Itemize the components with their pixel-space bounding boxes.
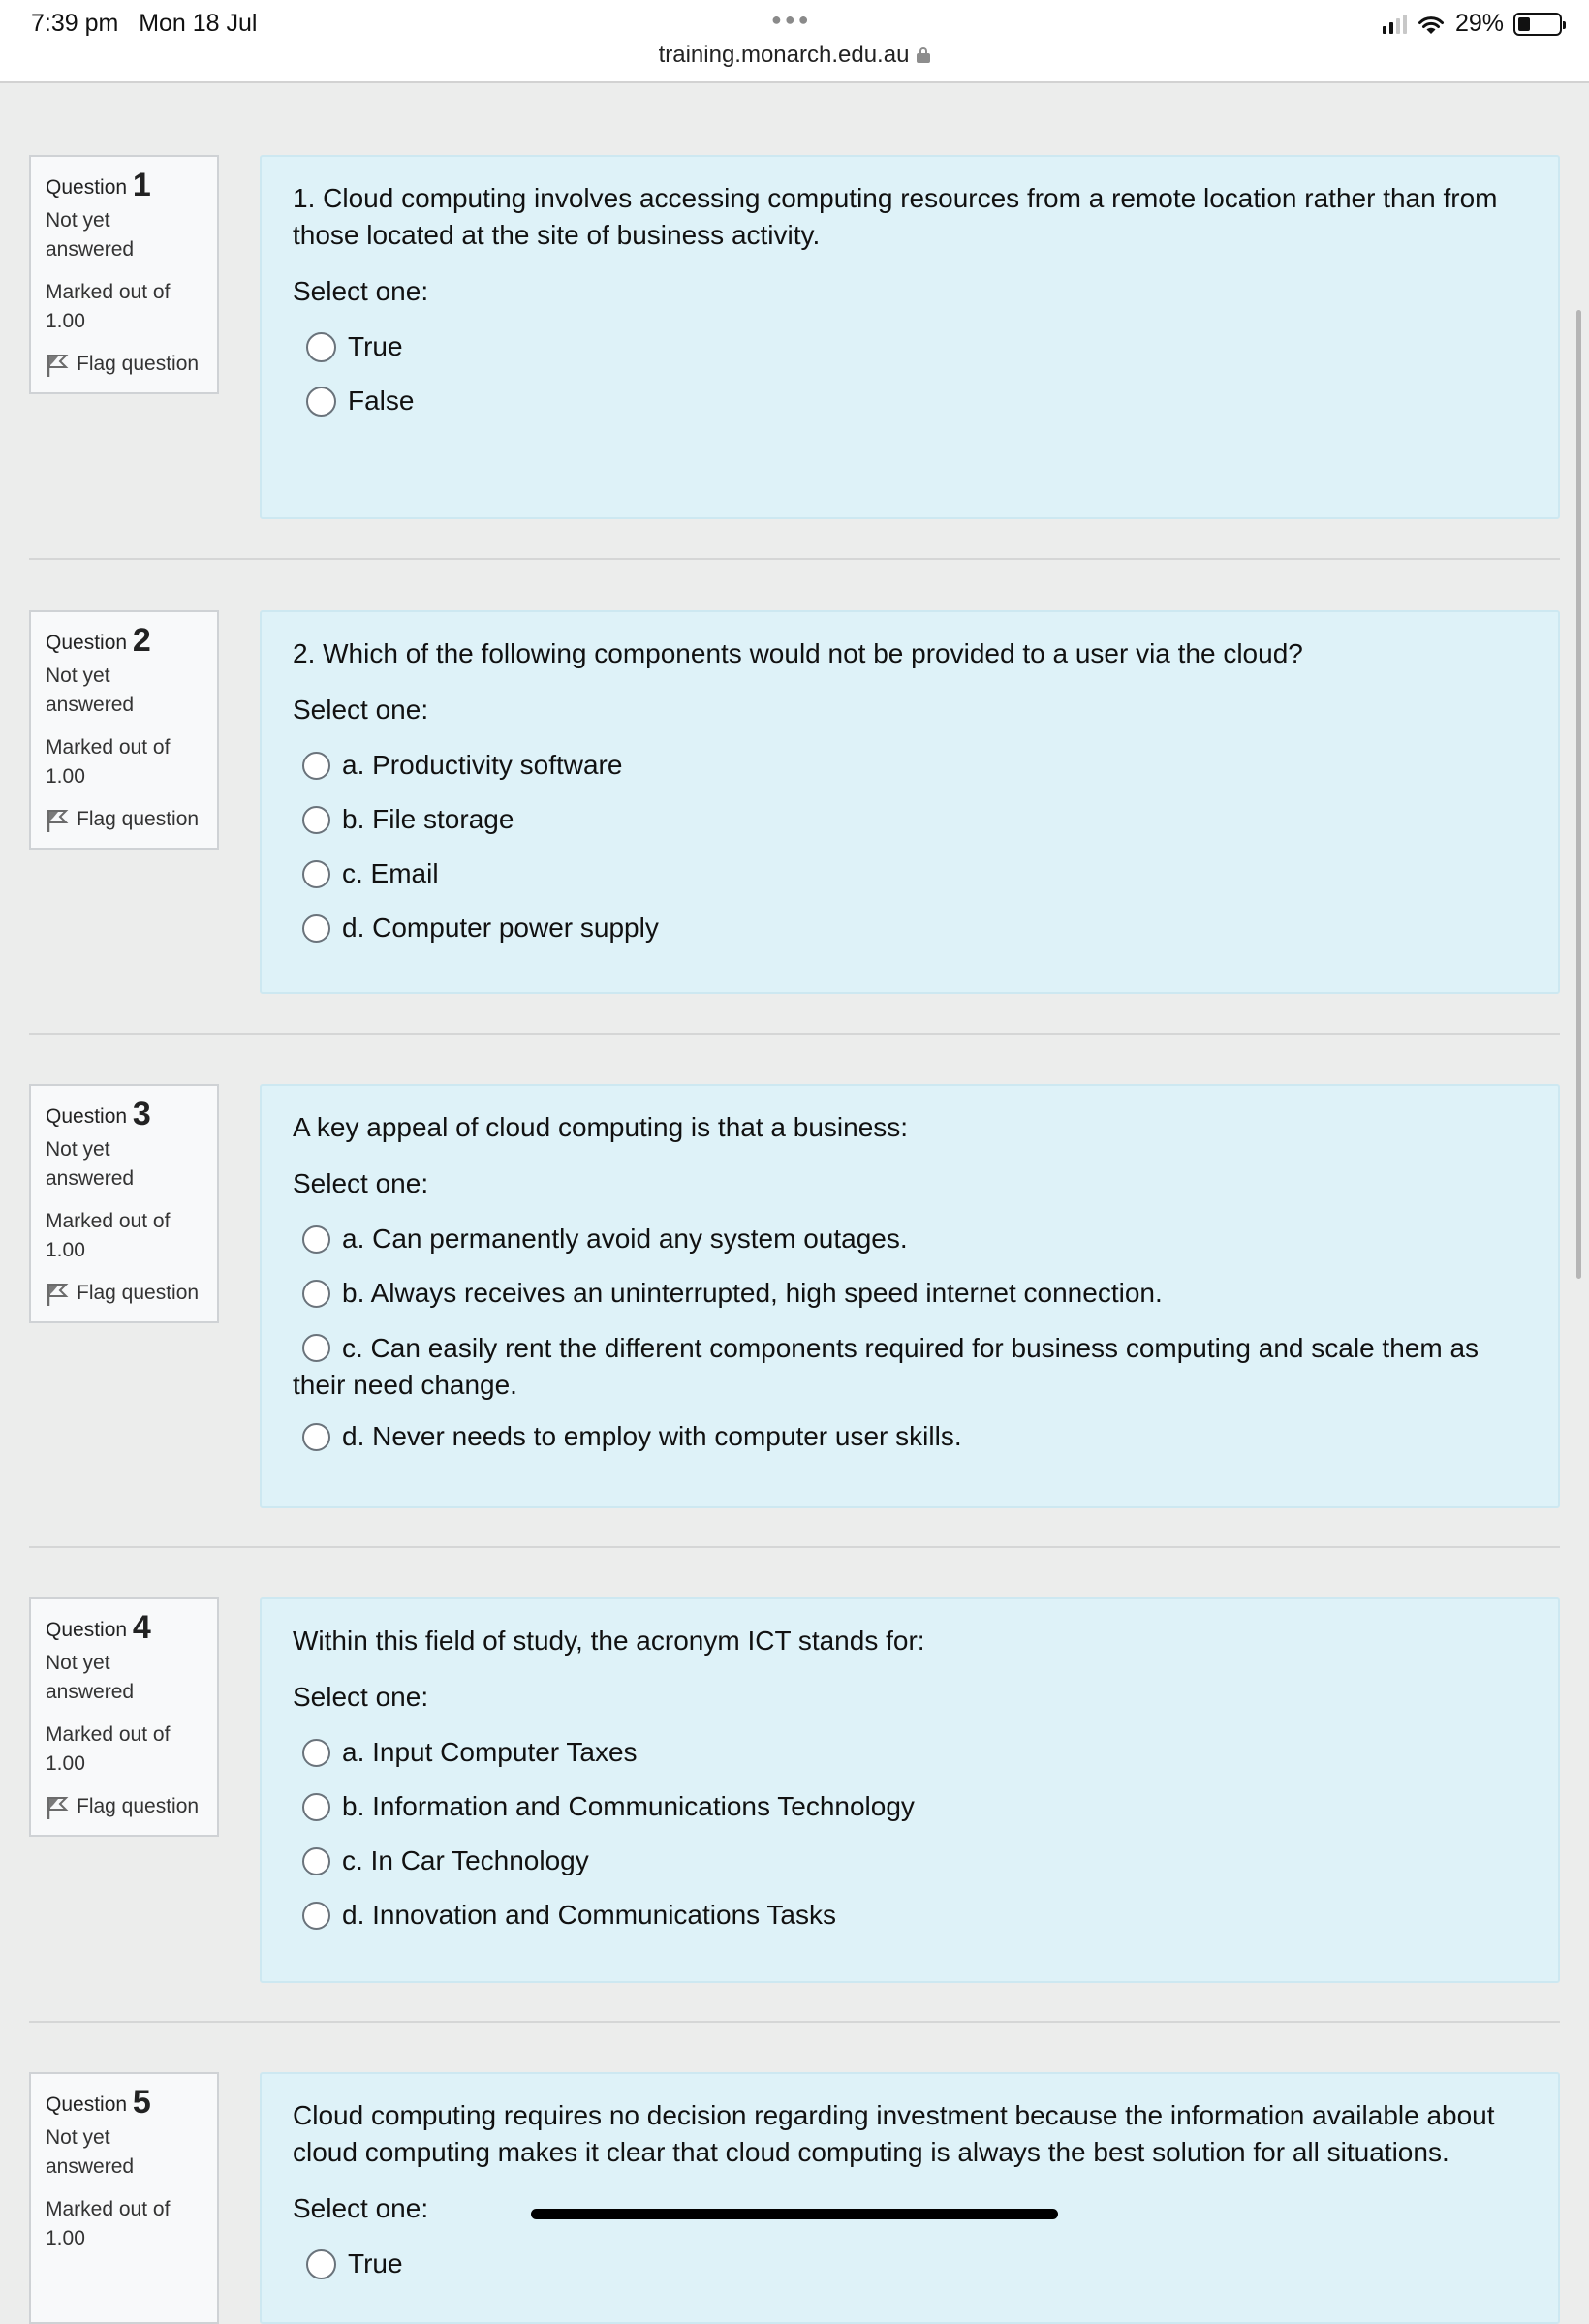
question-info [29, 2072, 219, 2324]
status-time: 7:39 pm Mon 18 Jul [31, 10, 258, 37]
question-label: Question [46, 2093, 128, 2116]
radio-button[interactable] [302, 860, 330, 888]
answer-option-d[interactable] [293, 901, 1529, 955]
select-one-prompt: Select one: [293, 2193, 429, 2223]
option-label: b. Information and Communications Technology [342, 1791, 915, 1821]
radio-button[interactable] [302, 1739, 330, 1767]
option-label: d. Computer power supply [342, 913, 659, 943]
radio-button[interactable] [302, 1225, 330, 1254]
more-dots-icon[interactable]: ●●● [771, 10, 812, 29]
question-divider [29, 558, 1560, 560]
flag-question-button[interactable] [46, 1792, 203, 1821]
question-label: Question [46, 1105, 128, 1128]
question-info [29, 610, 219, 850]
answer-option-b[interactable] [293, 1266, 1529, 1320]
question-content [260, 2072, 1560, 2324]
answer-option-a[interactable] [293, 1725, 1529, 1780]
question-content [260, 610, 1560, 994]
option-label: True [348, 2248, 403, 2278]
lock-icon [917, 47, 930, 63]
option-label: c. Can easily rent the different components required for business computing and scale them as their need change. [293, 1333, 1480, 1400]
flag-label: Flag question [77, 353, 200, 375]
answer-option-true[interactable] [293, 320, 1529, 374]
question-number: 3 [132, 1096, 151, 1132]
question-content [260, 1597, 1560, 1983]
radio-button[interactable] [302, 914, 330, 943]
answer-option-a[interactable] [293, 1212, 1529, 1266]
radio-button[interactable] [302, 1793, 330, 1821]
flag-question-button[interactable] [46, 805, 203, 834]
option-label: d. Never needs to employ with computer user skills. [342, 1421, 962, 1451]
flag-label: Flag question [77, 1282, 200, 1304]
question-divider [29, 1033, 1560, 1035]
radio-button[interactable] [302, 806, 330, 834]
question-state: Not yet answered [46, 665, 135, 716]
answer-option-false[interactable] [293, 374, 1529, 428]
answer-option-a[interactable] [293, 738, 1529, 792]
question-number: 4 [132, 1609, 151, 1646]
option-label: a. Productivity software [342, 750, 623, 780]
radio-button[interactable] [302, 1423, 330, 1451]
radio-button[interactable] [302, 1280, 330, 1308]
select-one-prompt: Select one: [293, 1682, 429, 1712]
url-text: training.monarch.edu.au [658, 42, 910, 68]
question-grade: Marked out of 1.00 [46, 1210, 171, 1261]
radio-button[interactable] [302, 1334, 330, 1362]
question-text: Cloud computing requires no decision regarding investment because the information available about cloud computing makes it clear that cloud computing is always the best solution for all situations. [293, 2100, 1495, 2167]
option-label: d. Innovation and Communications Tasks [342, 1900, 836, 1930]
radio-button[interactable] [302, 1902, 330, 1930]
question-state: Not yet answered [46, 209, 135, 261]
flag-label: Flag question [77, 808, 200, 830]
question-text: A key appeal of cloud computing is that a business: [293, 1112, 909, 1142]
answer-option-d[interactable] [293, 1888, 1529, 1942]
wifi-icon [1417, 14, 1446, 35]
question-info [29, 155, 219, 394]
flag-icon [46, 1795, 69, 1820]
status-date: Mon 18 Jul [139, 10, 258, 37]
radio-button[interactable] [302, 1847, 330, 1875]
flag-question-button[interactable] [46, 1279, 203, 1308]
battery-icon [1513, 13, 1562, 36]
question-label: Question [46, 1619, 128, 1641]
answer-option-c[interactable] [293, 847, 1529, 901]
option-label: c. Email [342, 858, 439, 888]
status-bar [0, 0, 1589, 83]
select-one-prompt: Select one: [293, 1168, 429, 1198]
question-grade: Marked out of 1.00 [46, 736, 171, 788]
flag-icon [46, 353, 69, 378]
flag-question-button[interactable] [46, 350, 203, 379]
option-label: b. File storage [342, 804, 514, 834]
question-number: 5 [132, 2084, 151, 2121]
home-indicator[interactable] [531, 2209, 1058, 2219]
radio-button[interactable] [302, 752, 330, 780]
question-text: Within this field of study, the acronym ICT stands for: [293, 1626, 925, 1656]
address-bar[interactable] [0, 42, 1589, 69]
select-one-prompt: Select one: [293, 276, 429, 306]
question-info [29, 1597, 219, 1837]
answer-option-b[interactable] [293, 792, 1529, 847]
question-info [29, 1084, 219, 1323]
flag-icon [46, 808, 69, 833]
question-text: 2. Which of the following components would not be provided to a user via the cloud? [293, 638, 1303, 668]
question-grade: Marked out of 1.00 [46, 281, 171, 332]
question-number: 1 [132, 167, 151, 203]
option-label: c. In Car Technology [342, 1845, 589, 1875]
cellular-signal-icon [1383, 15, 1407, 34]
question-divider [29, 2021, 1560, 2023]
question-label: Question [46, 632, 128, 654]
answer-option-c[interactable] [293, 1834, 1529, 1888]
question-content [260, 155, 1560, 519]
question-grade: Marked out of 1.00 [46, 2198, 171, 2249]
option-label: a. Can permanently avoid any system outages. [342, 1224, 908, 1254]
question-number: 2 [132, 622, 151, 659]
answer-option-true[interactable] [293, 2237, 1529, 2291]
flag-icon [46, 1282, 69, 1307]
question-grade: Marked out of 1.00 [46, 1723, 171, 1775]
battery-fill [1518, 17, 1530, 31]
question-text: 1. Cloud computing involves accessing computing resources from a remote location rather than from those located at the site of business activity. [293, 183, 1498, 250]
answer-option-d[interactable] [293, 1410, 1529, 1464]
question-state: Not yet answered [46, 2126, 135, 2178]
option-label: a. Input Computer Taxes [342, 1737, 638, 1767]
radio-button[interactable] [306, 2249, 336, 2279]
radio-button[interactable] [306, 332, 336, 362]
question-state: Not yet answered [46, 1138, 135, 1190]
radio-button[interactable] [306, 387, 336, 417]
question-label: Question [46, 176, 128, 199]
option-label: True [348, 331, 403, 361]
option-label: False [348, 386, 415, 416]
page-scrollbar[interactable] [1576, 310, 1581, 1279]
option-label: b. Always receives an uninterrupted, high speed internet connection. [342, 1278, 1163, 1308]
flag-label: Flag question [77, 1795, 200, 1817]
status-indicators [1383, 10, 1562, 38]
answer-option-c[interactable] [293, 1320, 1529, 1410]
battery-percent: 29% [1454, 10, 1504, 37]
question-divider [29, 1546, 1560, 1548]
answer-option-b[interactable] [293, 1780, 1529, 1834]
question-content [260, 1084, 1560, 1508]
select-one-prompt: Select one: [293, 695, 429, 725]
question-state: Not yet answered [46, 1652, 135, 1703]
